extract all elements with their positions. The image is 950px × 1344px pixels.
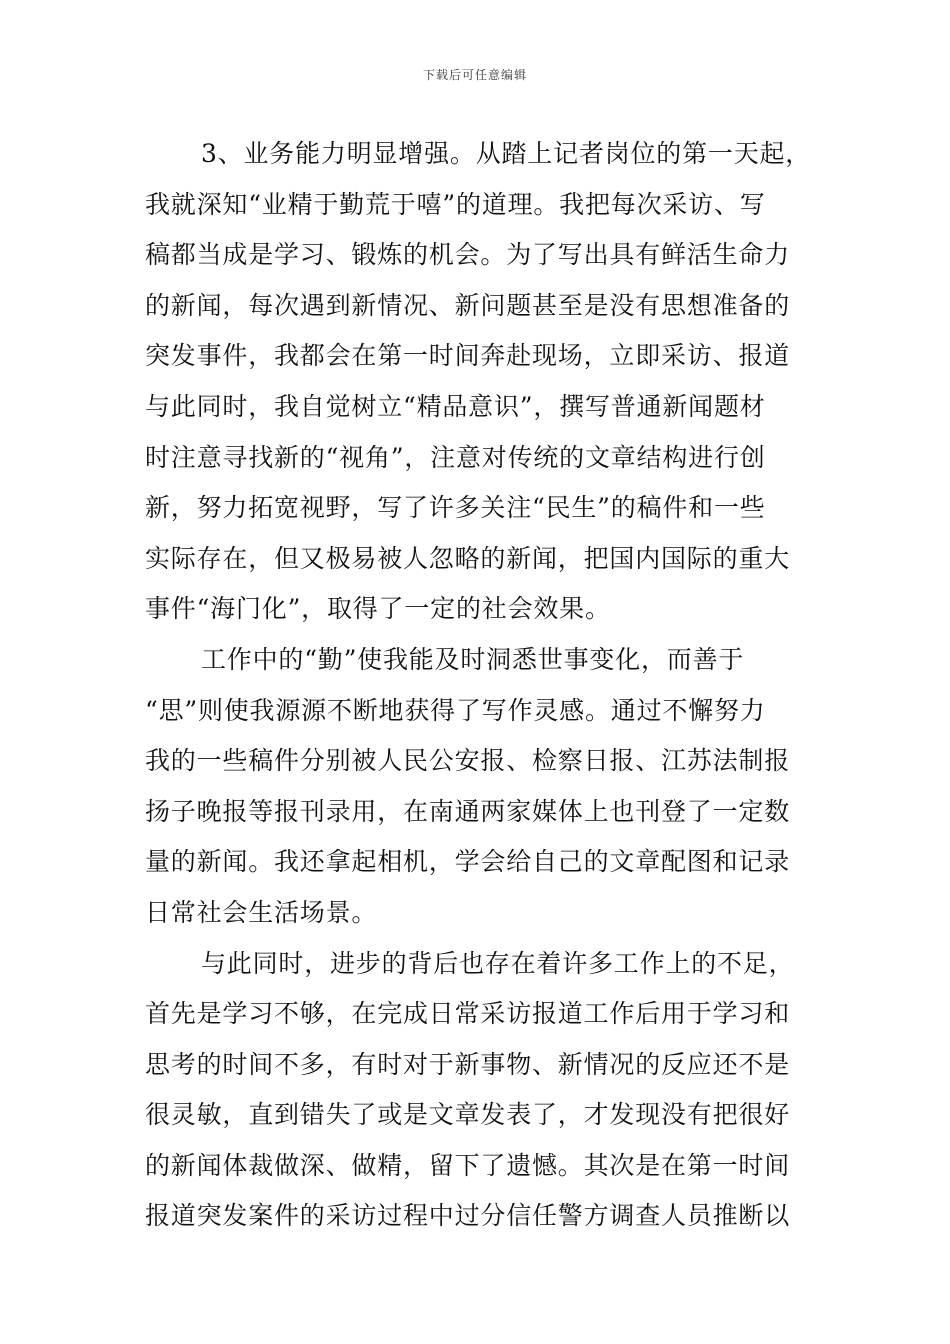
- paragraph-line: 工作中的“勤”使我能及时洞悉世事变化，而善于: [201, 644, 745, 674]
- paragraph-line: 很灵敏，直到错失了或是文章发表了，才发现没有把很好: [145, 1100, 791, 1130]
- paragraph-line: 3、业务能力明显增强。从踏上记者岗位的第一天起，: [201, 139, 812, 168]
- body-text: [145, 129, 815, 1242]
- paragraph-3: [145, 939, 815, 1243]
- paragraph-line: 突发事件，我都会在第一时间奔赴现场，立即采访、报道: [145, 341, 791, 371]
- paragraph-line: 扬子晚报等报刊录用，在南通两家媒体上也刊登了一定数: [145, 796, 791, 826]
- header-note: 下载后可任意编辑: [422, 68, 527, 82]
- paragraph-line: 的新闻体裁做深、做精，留下了遗憾。其次是在第一时间: [145, 1150, 791, 1180]
- paragraph-line: 稿都当成是学习、锻炼的机会。为了写出具有鲜活生命力: [145, 240, 791, 270]
- paragraph-line: 量的新闻。我还拿起相机，学会给自己的文章配图和记录: [145, 847, 791, 877]
- paragraph-line: 我的一些稿件分别被人民公安报、检察日报、江苏法制报: [145, 746, 791, 776]
- paragraph-line: 的新闻，每次遇到新情况、新问题甚至是没有思想准备的: [145, 290, 791, 320]
- paragraph-line: 事件“海门化”，取得了一定的社会效果。: [145, 594, 611, 624]
- paragraph-line: 日常社会生活场景。: [145, 897, 378, 927]
- paragraph-line: 思考的时间不多，有时对于新事物、新情况的反应还不是: [145, 1049, 791, 1079]
- paragraph-line: “思”则使我源源不断地获得了写作灵感。通过不懈努力: [145, 695, 766, 725]
- paragraph-2: [145, 635, 815, 939]
- paragraph-line: 首先是学习不够，在完成日常采访报道工作后用于学习和: [145, 999, 791, 1029]
- paragraph-line: 新，努力拓宽视野，写了许多关注“民生”的稿件和一些: [145, 493, 766, 523]
- paragraph-line: 与此同时，进步的背后也存在着许多工作上的不足，: [201, 948, 795, 978]
- paragraph-1: [145, 129, 815, 635]
- paragraph-line: 时注意寻找新的“视角”，注意对传统的文章结构进行创: [145, 442, 766, 472]
- paragraph-line: 实际存在，但又极易被人忽略的新闻，把国内国际的重大: [145, 543, 791, 573]
- paragraph-line: 与此同时，我自觉树立“精品意识”，撰写普通新闻题材: [145, 391, 766, 421]
- paragraph-line: 报道突发案件的采访过程中过分信任警方调查人员推断以: [145, 1201, 791, 1231]
- paragraph-line: 我就深知“业精于勤荒于嘻”的道理。我把每次采访、写: [145, 189, 766, 219]
